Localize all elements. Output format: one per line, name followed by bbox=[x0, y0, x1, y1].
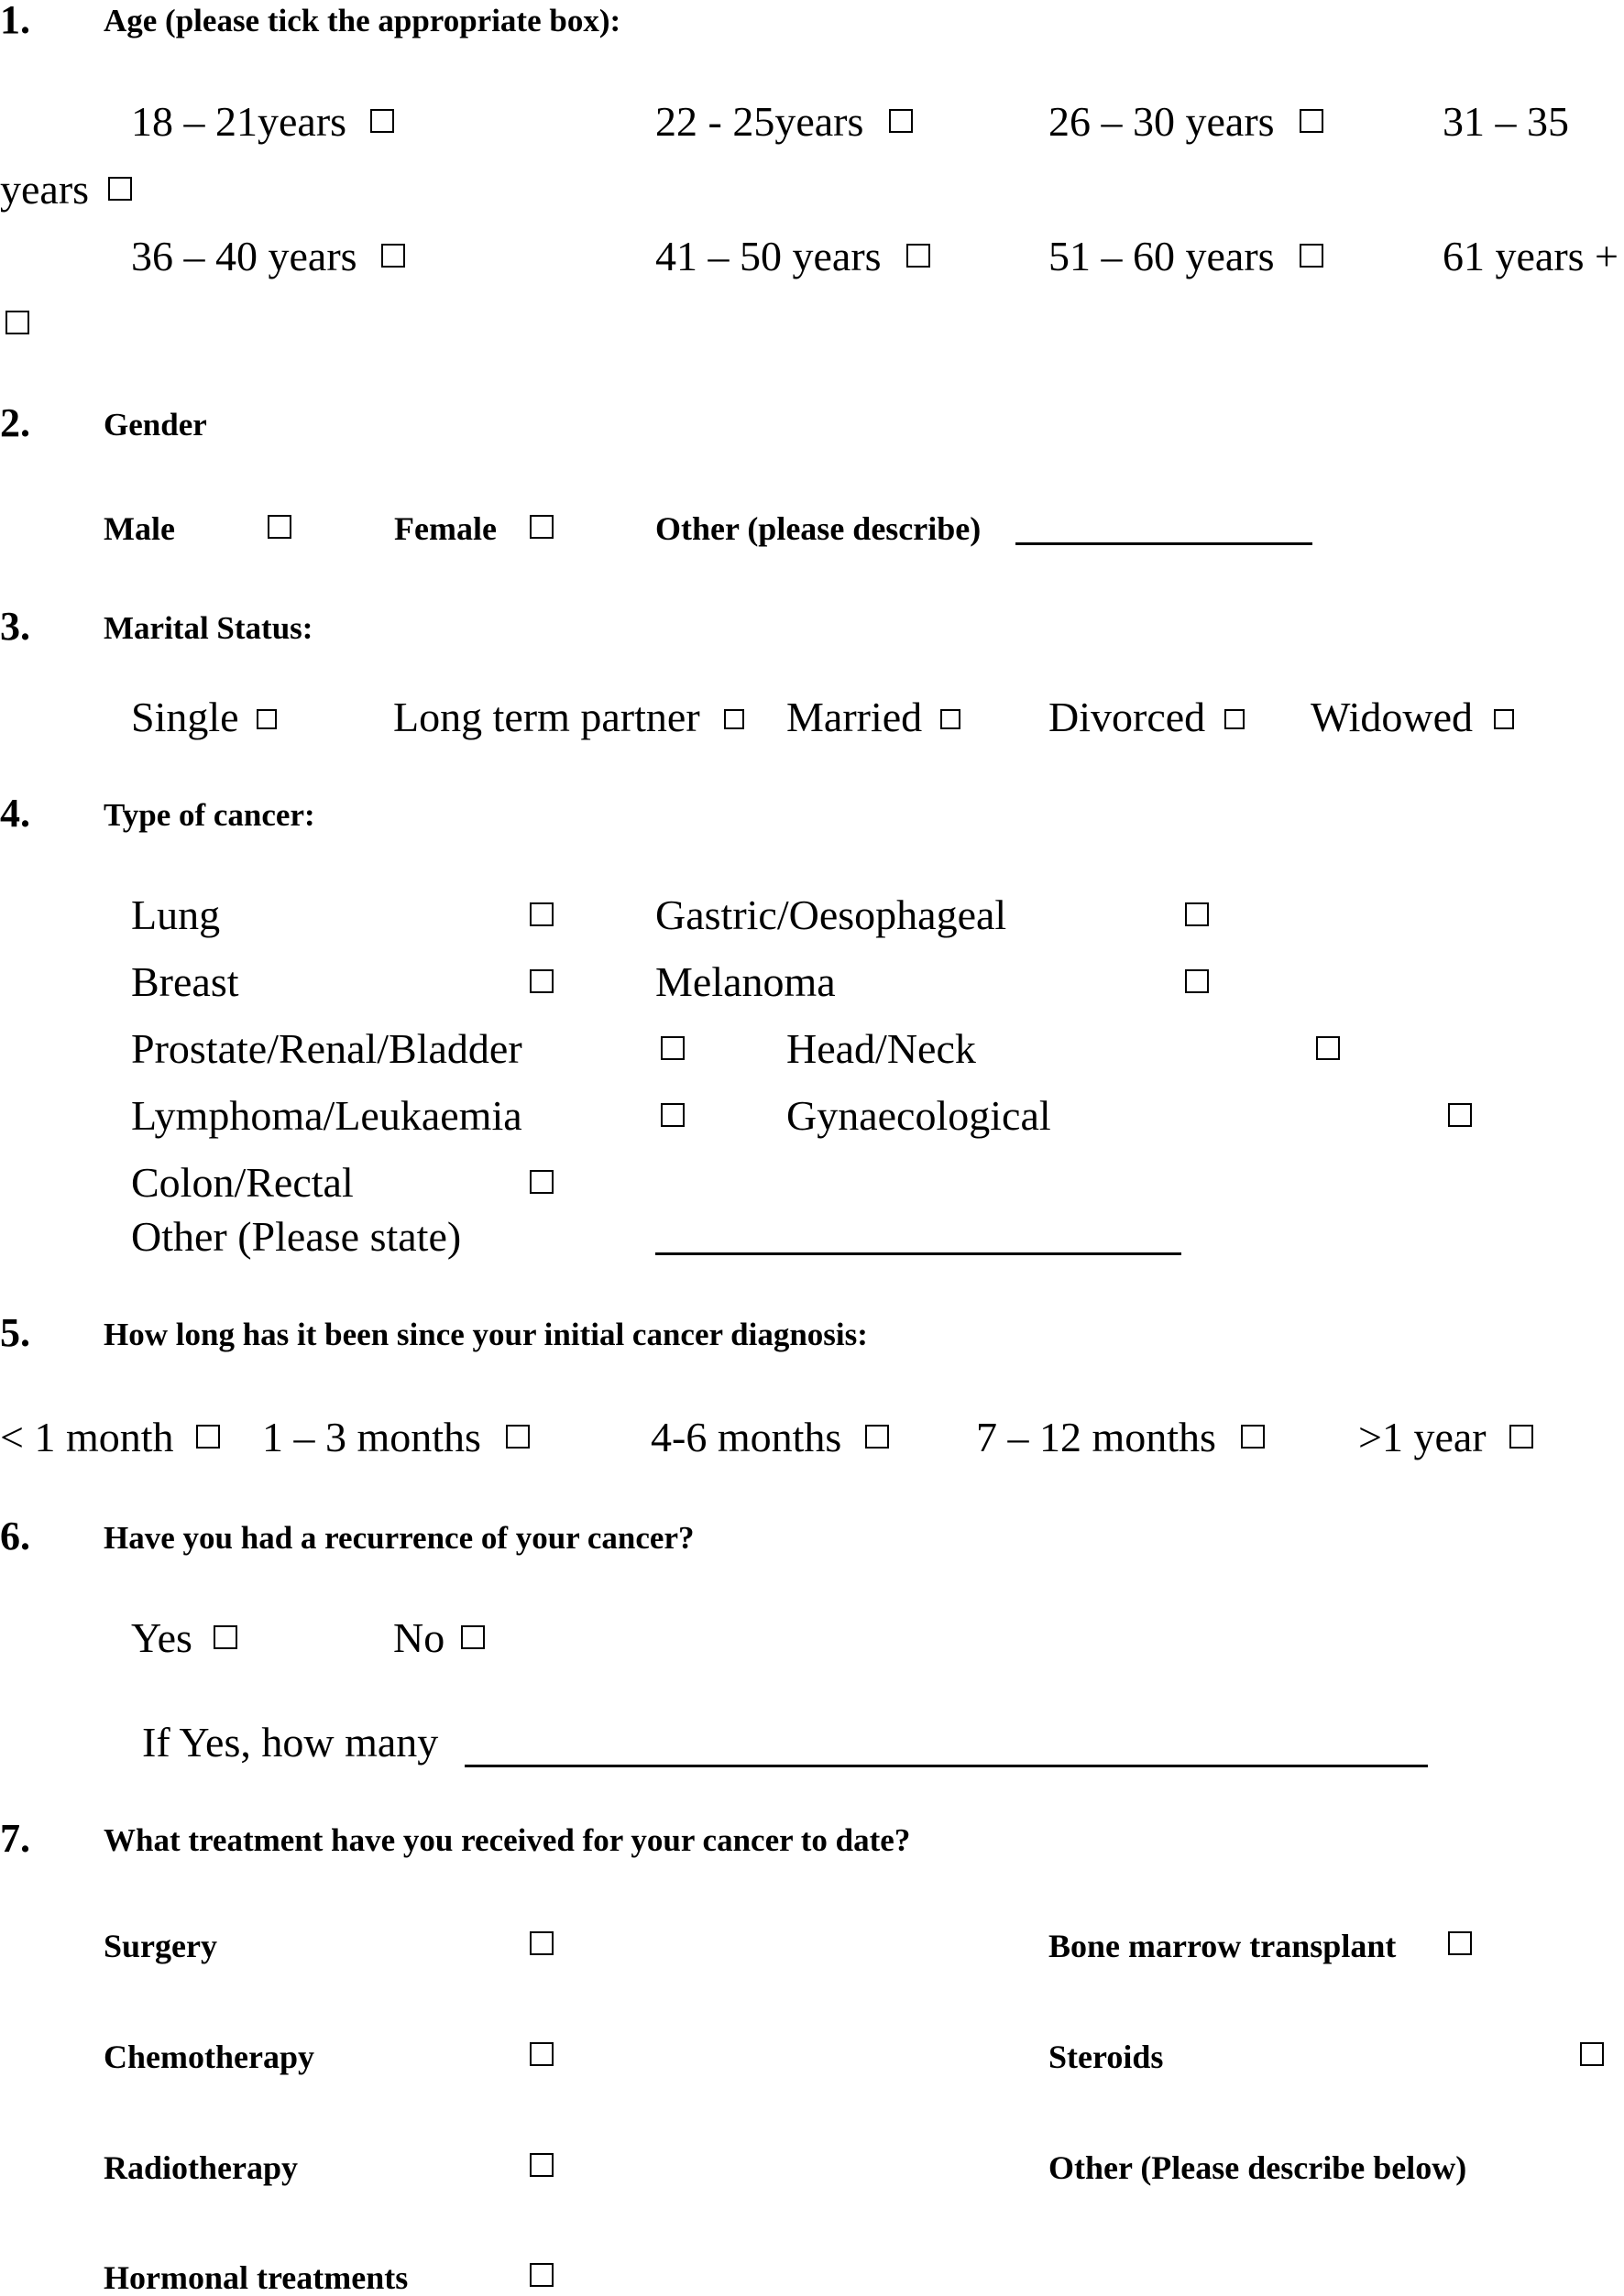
age-41-50-label: 41 – 50 years bbox=[655, 233, 882, 279]
q3-label: Marital Status: bbox=[104, 610, 313, 646]
cancer-colon-checkbox[interactable] bbox=[530, 1170, 554, 1194]
cancer-breast-label: Breast bbox=[131, 958, 239, 1005]
treatment-bmt-checkbox[interactable] bbox=[1448, 1931, 1472, 1955]
recurrence-no-checkbox[interactable] bbox=[461, 1625, 485, 1649]
treatment-other-label: Other (Please describe below) bbox=[1048, 2149, 1467, 2186]
marital-widowed-checkbox[interactable] bbox=[1494, 709, 1514, 729]
diagnosis-4-6m-label: 4-6 months bbox=[651, 1414, 842, 1460]
recurrence-count-label: If Yes, how many bbox=[142, 1719, 439, 1766]
marital-married-checkbox[interactable] bbox=[940, 709, 960, 729]
age-31-35-label-cont: years bbox=[0, 166, 90, 213]
gender-female-checkbox[interactable] bbox=[530, 515, 554, 539]
q2-label: Gender bbox=[104, 407, 207, 443]
q4-label: Type of cancer: bbox=[104, 797, 315, 833]
q3-number: 3. bbox=[0, 604, 30, 649]
diagnosis-gt1y-checkbox[interactable] bbox=[1509, 1425, 1533, 1449]
treatment-hormonal-checkbox[interactable] bbox=[530, 2263, 554, 2287]
treatment-chemo-checkbox[interactable] bbox=[530, 2042, 554, 2066]
diagnosis-gt1y-label: >1 year bbox=[1358, 1414, 1487, 1460]
age-36-40-label: 36 – 40 years bbox=[131, 233, 357, 279]
q1-number: 1. bbox=[0, 0, 30, 42]
marital-widowed-label: Widowed bbox=[1311, 694, 1473, 740]
cancer-gastric-checkbox[interactable] bbox=[1185, 902, 1209, 926]
q6-label: Have you had a recurrence of your cancer? bbox=[104, 1520, 695, 1556]
age-18-21-checkbox[interactable] bbox=[370, 109, 394, 133]
marital-single-label: Single bbox=[131, 694, 239, 740]
diagnosis-4-6m-checkbox[interactable] bbox=[865, 1425, 889, 1449]
age-61-plus-label: 61 years + bbox=[1443, 233, 1619, 279]
age-22-25-label: 22 - 25years bbox=[655, 98, 864, 145]
gender-other-input-line[interactable] bbox=[1015, 542, 1312, 545]
diagnosis-7-12m-checkbox[interactable] bbox=[1241, 1425, 1265, 1449]
cancer-lymphoma-checkbox[interactable] bbox=[661, 1103, 685, 1127]
recurrence-no-label: No bbox=[393, 1614, 445, 1661]
diagnosis-1-3m-checkbox[interactable] bbox=[506, 1425, 530, 1449]
marital-partner-label: Long term partner bbox=[393, 694, 700, 740]
q7-number: 7. bbox=[0, 1816, 30, 1861]
q2-number: 2. bbox=[0, 400, 30, 445]
age-26-30-label: 26 – 30 years bbox=[1048, 98, 1275, 145]
cancer-headneck-checkbox[interactable] bbox=[1316, 1036, 1340, 1060]
cancer-gynae-label: Gynaecological bbox=[786, 1092, 1051, 1139]
cancer-prostate-checkbox[interactable] bbox=[661, 1036, 685, 1060]
cancer-melanoma-checkbox[interactable] bbox=[1185, 969, 1209, 993]
diagnosis-1-3m-label: 1 – 3 months bbox=[262, 1414, 481, 1460]
cancer-other-input-line[interactable] bbox=[655, 1252, 1181, 1255]
cancer-colon-label: Colon/Rectal bbox=[131, 1159, 354, 1206]
diagnosis-lt1m-label: < 1 month bbox=[0, 1414, 174, 1460]
treatment-steroids-label: Steroids bbox=[1048, 2039, 1164, 2075]
q7-label: What treatment have you received for your cancer to date? bbox=[104, 1822, 911, 1858]
marital-partner-checkbox[interactable] bbox=[724, 709, 744, 729]
cancer-breast-checkbox[interactable] bbox=[530, 969, 554, 993]
age-31-35-label: 31 – 35 bbox=[1443, 98, 1569, 145]
cancer-melanoma-label: Melanoma bbox=[655, 958, 836, 1005]
treatment-radio-label: Radiotherapy bbox=[104, 2149, 299, 2186]
cancer-lung-label: Lung bbox=[131, 891, 221, 938]
age-41-50-checkbox[interactable] bbox=[906, 244, 930, 268]
marital-married-label: Married bbox=[786, 694, 923, 740]
treatment-steroids-checkbox[interactable] bbox=[1580, 2042, 1604, 2066]
age-26-30-checkbox[interactable] bbox=[1300, 109, 1323, 133]
age-18-21-label: 18 – 21years bbox=[131, 98, 347, 145]
marital-divorced-label: Divorced bbox=[1048, 694, 1206, 740]
treatment-surgery-label: Surgery bbox=[104, 1928, 217, 1964]
age-36-40-checkbox[interactable] bbox=[381, 244, 405, 268]
gender-female-label: Female bbox=[394, 510, 497, 547]
cancer-lymphoma-label: Lymphoma/Leukaemia bbox=[131, 1092, 522, 1139]
treatment-bmt-label: Bone marrow transplant bbox=[1048, 1928, 1397, 1964]
marital-single-checkbox[interactable] bbox=[257, 709, 277, 729]
gender-male-label: Male bbox=[104, 510, 175, 547]
q5-label: How long has it been since your initial cancer diagnosis: bbox=[104, 1317, 868, 1352]
q4-number: 4. bbox=[0, 791, 30, 836]
q1-label: Age (please tick the appropriate box): bbox=[104, 3, 621, 38]
marital-divorced-checkbox[interactable] bbox=[1224, 709, 1245, 729]
cancer-headneck-label: Head/Neck bbox=[786, 1025, 976, 1072]
treatment-hormonal-label: Hormonal treatments bbox=[104, 2259, 409, 2296]
cancer-gastric-label: Gastric/Oesophageal bbox=[655, 891, 1007, 938]
treatment-chemo-label: Chemotherapy bbox=[104, 2039, 314, 2075]
treatment-surgery-checkbox[interactable] bbox=[530, 1931, 554, 1955]
age-51-60-label: 51 – 60 years bbox=[1048, 233, 1275, 279]
recurrence-count-input-line[interactable] bbox=[465, 1765, 1428, 1767]
q5-number: 5. bbox=[0, 1310, 30, 1355]
gender-other-label: Other (please describe) bbox=[655, 510, 982, 547]
recurrence-yes-checkbox[interactable] bbox=[214, 1625, 237, 1649]
age-31-35-checkbox[interactable] bbox=[108, 177, 132, 201]
cancer-other-label: Other (Please state) bbox=[131, 1213, 462, 1260]
q6-number: 6. bbox=[0, 1514, 30, 1558]
cancer-prostate-label: Prostate/Renal/Bladder bbox=[131, 1025, 522, 1072]
age-51-60-checkbox[interactable] bbox=[1300, 244, 1323, 268]
diagnosis-7-12m-label: 7 – 12 months bbox=[976, 1414, 1216, 1460]
gender-male-checkbox[interactable] bbox=[268, 515, 291, 539]
cancer-gynae-checkbox[interactable] bbox=[1448, 1103, 1472, 1127]
age-22-25-checkbox[interactable] bbox=[889, 109, 913, 133]
diagnosis-lt1m-checkbox[interactable] bbox=[196, 1425, 220, 1449]
recurrence-yes-label: Yes bbox=[131, 1614, 192, 1661]
age-61-plus-checkbox[interactable] bbox=[5, 311, 29, 334]
cancer-lung-checkbox[interactable] bbox=[530, 902, 554, 926]
treatment-radio-checkbox[interactable] bbox=[530, 2153, 554, 2177]
